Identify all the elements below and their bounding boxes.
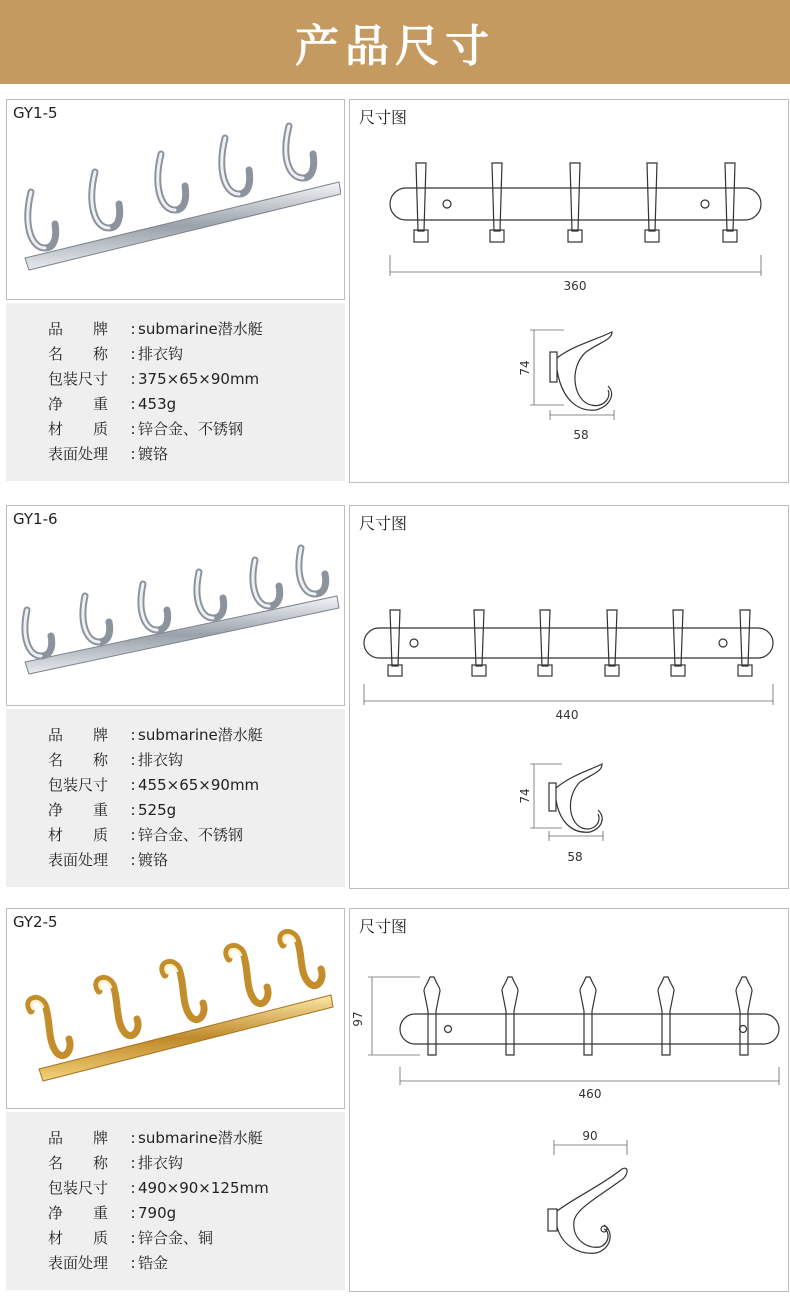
dimension-drawing — [350, 100, 790, 484]
spec-row: 表面处理 : 锆金 — [48, 1253, 169, 1272]
product-photo-gold-5-hooks — [11, 929, 341, 1105]
page-title: 产品尺寸 — [295, 21, 495, 72]
spec-list — [6, 709, 345, 887]
product-photo-chrome-5-hooks — [11, 120, 341, 296]
dimension-title: 尺寸图 — [359, 917, 408, 936]
depth-dimension: 58 — [573, 428, 589, 442]
dimension-title: 尺寸图 — [359, 514, 408, 533]
page-header — [0, 0, 790, 84]
hook-front-view — [388, 610, 752, 676]
spec-row: 包装尺寸 : 490×90×125mm — [48, 1178, 269, 1197]
spec-row: 材 质 : 锌合金、不锈钢 — [48, 825, 244, 844]
model-label: GY1-6 — [13, 510, 58, 528]
dimension-drawing — [350, 909, 790, 1293]
spec-list — [6, 1112, 345, 1290]
spec-row: 净 重 : 453g — [48, 394, 177, 413]
product-section-gy1-6 — [0, 505, 790, 893]
hook-side-view — [549, 764, 602, 832]
spec-row: 包装尺寸 : 375×65×90mm — [48, 369, 260, 388]
depth-dimension: 58 — [567, 850, 583, 864]
spec-row: 材 质 : 锌合金、不锈钢 — [48, 419, 244, 438]
spec-row: 名 称 : 排衣钩 — [48, 750, 184, 769]
height-dimension: 74 — [518, 360, 532, 376]
spec-list — [6, 303, 345, 481]
product-image-box — [6, 99, 345, 300]
length-dimension: 440 — [555, 708, 579, 722]
dimension-drawing-box — [349, 505, 789, 889]
spec-row: 表面处理 : 镀铬 — [48, 850, 169, 869]
spec-row: 包装尺寸 : 455×65×90mm — [48, 775, 260, 794]
hook-front-view — [424, 977, 752, 1055]
dimension-drawing — [350, 506, 790, 890]
spec-row: 名 称 : 排衣钩 — [48, 1153, 184, 1172]
spec-row: 净 重 : 790g — [48, 1203, 177, 1222]
dimension-title: 尺寸图 — [359, 108, 408, 127]
hook-side-view — [548, 1168, 627, 1253]
product-section-gy2-5 — [0, 908, 790, 1296]
spec-row: 品 牌 : submarine潜水艇 — [48, 1128, 263, 1147]
spec-row: 材 质 : 锌合金、铜 — [48, 1228, 214, 1247]
product-image-box — [6, 505, 345, 706]
dimension-drawing-box — [349, 908, 789, 1292]
hook-front-view — [414, 163, 737, 242]
length-dimension: 360 — [563, 279, 587, 293]
product-photo-chrome-6-hooks — [11, 526, 341, 702]
depth-dimension: 90 — [582, 1129, 598, 1143]
dimension-drawing-box — [349, 99, 789, 483]
model-label: GY2-5 — [13, 913, 58, 931]
spec-row: 品 牌 : submarine潜水艇 — [48, 725, 263, 744]
length-dimension: 460 — [578, 1087, 602, 1101]
height-dimension: 97 — [351, 1011, 365, 1027]
height-dimension: 74 — [518, 788, 532, 804]
product-image-box — [6, 908, 345, 1109]
spec-row: 名 称 : 排衣钩 — [48, 344, 184, 363]
spec-row: 表面处理 : 镀铬 — [48, 444, 169, 463]
product-section-gy1-5 — [0, 99, 790, 487]
spec-row: 净 重 : 525g — [48, 800, 177, 819]
model-label: GY1-5 — [13, 104, 58, 122]
hook-side-view — [550, 332, 612, 410]
spec-row: 品 牌 : submarine潜水艇 — [48, 319, 263, 338]
